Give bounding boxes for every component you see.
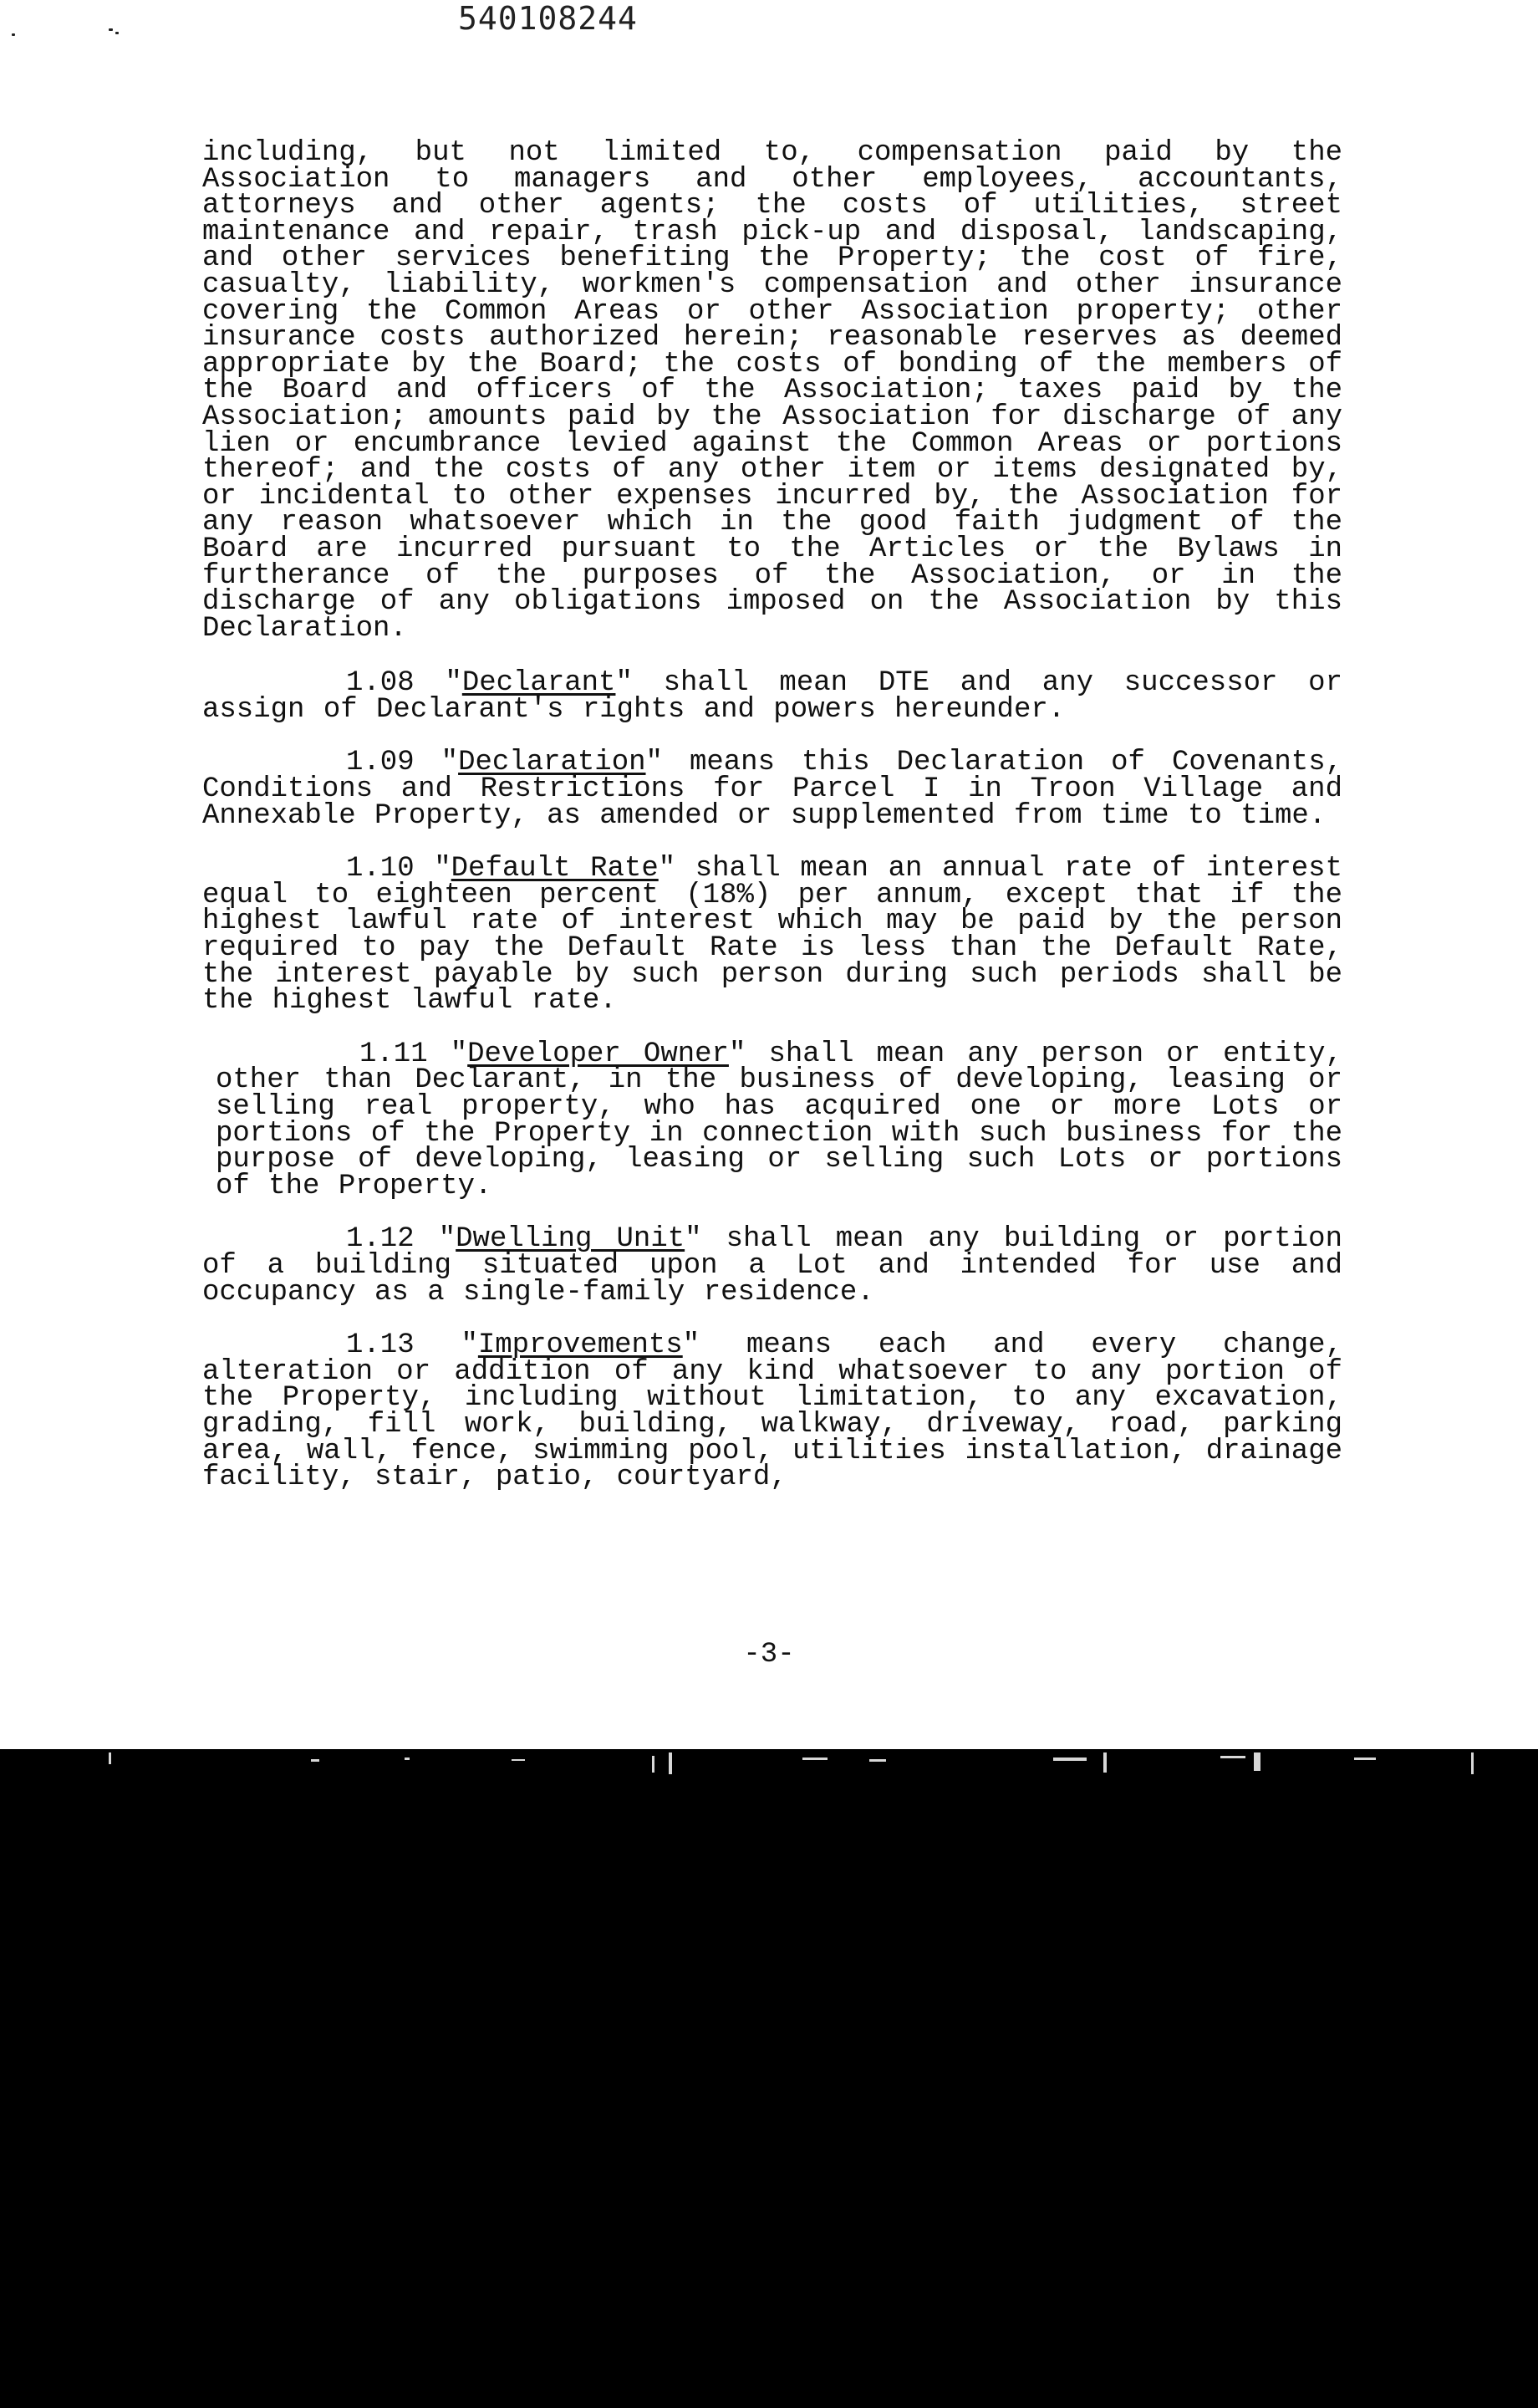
section-number: 1.08 — [346, 667, 415, 700]
scan-noise — [1053, 1758, 1087, 1761]
scan-noise — [869, 1759, 886, 1762]
document-id: 540108244 — [458, 0, 638, 37]
scan-noise — [109, 1752, 111, 1764]
defined-term: Declarant — [461, 667, 616, 700]
defined-term: Declaration — [458, 747, 646, 779]
scan-speck — [12, 33, 15, 36]
section-1-09: 1.09 "Declaration" means this Declaration of Covenants, Conditions and Restrictions for Parcel I in Troon Village and Annexable Property, as amended or supplemented from time to time. — [202, 747, 1343, 832]
section-text: " shall mean an annual rate of interest equal to eighteen percent (18%) per annum, except that if the highest lawful rate of interest which may be paid by the person required to pay the Default Rate is less than the Default Rate, the interest payable by such person during such periods shall be the highest lawful rate. — [202, 853, 1342, 1018]
scan-noise — [1354, 1758, 1376, 1760]
section-number: 1.10 — [346, 853, 415, 885]
section-1-12: 1.12 "Dwelling Unit" shall mean any building or portion of a building situated upon a Lot and intended for use and occupancy as a single-family residence. — [202, 1223, 1342, 1309]
scan-noise — [1471, 1752, 1474, 1774]
section-number: 1.12 — [346, 1223, 415, 1256]
scan-speck — [109, 28, 113, 31]
page-number: -3- — [743, 1639, 795, 1671]
section-text: " shall mean DTE and any successor or assign of Declarant's rights and powers hereunder. — [202, 667, 1342, 726]
defined-term: Improvements — [477, 1329, 683, 1362]
defined-term: Dwelling Unit — [456, 1223, 685, 1256]
section-text: " means each and every change, alteration or addition of any kind whatsoever to any portion of the Property, including without limitation, to any excavation, grading, fill work, building, walkway, driveway, road, parking area, wall, fence, swimming pool, utilities installation, drainage facility, stair, patio, courtyard, — [202, 1329, 1342, 1494]
document-body — [202, 137, 1343, 1494]
section-1-13: 1.13 "Improvements" means each and every change, alteration or addition of any kind whatsoever to any portion of the Property, including without limitation, to any excavation, grading, fill work, building, walkway, driveway, road, parking area, wall, fence, swimming pool, utilities installation, drainage facility, stair, patio, courtyard, — [202, 1329, 1342, 1494]
section-text: " means this Declaration of Covenants, Conditions and Restrictions for Parcel I in Troon Village and Annexable Property, as amended or supplemented from time to time. — [202, 747, 1343, 832]
scan-noise — [652, 1756, 654, 1773]
section-number: 1.13 — [346, 1329, 415, 1362]
section-1-08: 1.08 "Declarant" shall mean DTE and any successor or assign of Declarant's rights and powers hereunder. — [202, 667, 1342, 726]
section-text: " shall mean any person or entity, other than Declarant, in the business of developing, leasing or selling real property, who has acquired one or more Lots or portions of the Property in connection with such business for the purpose of developing, leasing or selling such Lots or portions of the Property. — [216, 1038, 1342, 1202]
defined-term: Developer Owner — [467, 1038, 729, 1070]
scan-black-border — [0, 1749, 1538, 2408]
section-number: 1.09 — [346, 747, 415, 779]
intro-paragraph: including, but not limited to, compensation paid by the Association to managers and other employees, accountants, attorneys and other agents; the costs of utilities, street maintenance and repair, trash pick-up and disposal, landscaping, and other services benefiting the Property; the cost of fire, casualty, liability, workmen's compensation and other insurance covering the Common Areas or other Association property; other insurance costs authorized herein; reasonable reserves as deemed appropriate by the Board; the costs of bonding of the members of the Board and officers of the Association; taxes paid by the Association; amounts paid by the Association for discharge of any lien or encumbrance levied against the Common Areas or portions thereof; and the costs of any other item or items designated by, or incidental to other expenses incurred by, the Association for any reason whatsoever which in the good faith judgment of the Board are incurred pursuant to the Articles or the Bylaws in furtherance of the purposes of the Association, or in the discharge of any obligations imposed on the Association by this Declaration. — [202, 137, 1342, 645]
scan-noise — [1220, 1756, 1245, 1758]
section-text: " shall mean any building or portion of a building situated upon a Lot and intended for use and occupancy as a single-family residence. — [202, 1223, 1342, 1309]
section-number: 1.11 — [359, 1038, 428, 1070]
scan-noise — [802, 1758, 828, 1760]
scan-noise — [311, 1759, 319, 1762]
scan-noise — [1254, 1752, 1260, 1771]
section-1-11: 1.11 "Developer Owner" shall mean any person or entity, other than Declarant, in the business of developing, leasing or selling real property, who has acquired one or more Lots or portions of the Property in connection with such business for the purpose of developing, leasing or selling such Lots or portions of the Property. — [216, 1038, 1342, 1202]
section-1-10: 1.10 "Default Rate" shall mean an annual rate of interest equal to eighteen percent (18%) per annum, except that if the highest lawful rate of interest which may be paid by the person required to pay the Default Rate is less than the Default Rate, the interest payable by such person during such periods shall be the highest lawful rate. — [202, 853, 1342, 1018]
defined-term: Default Rate — [451, 853, 659, 885]
scan-noise — [405, 1758, 410, 1760]
scan-noise — [669, 1752, 672, 1774]
scan-noise — [1103, 1752, 1107, 1773]
scan-speck — [115, 32, 119, 34]
scan-noise — [512, 1759, 525, 1761]
